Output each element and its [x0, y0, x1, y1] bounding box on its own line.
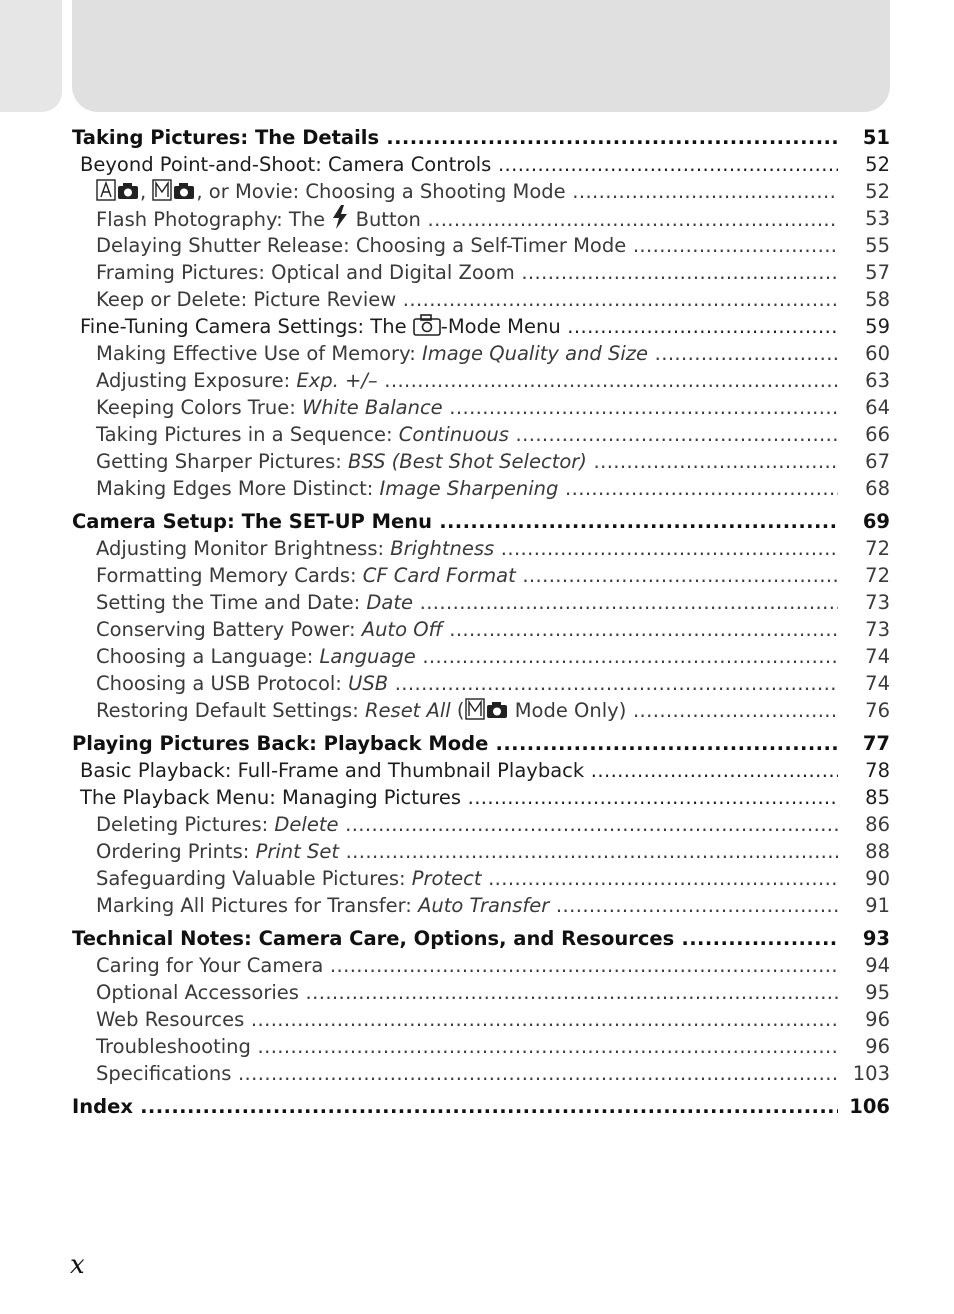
toc-page-number: 78: [865, 759, 890, 782]
toc-entry[interactable]: [72, 1006, 890, 1033]
toc-entry[interactable]: [72, 952, 890, 979]
toc-page-number: 67: [865, 450, 890, 473]
manual-mode-icon: [465, 698, 509, 727]
toc-entry-title: Ordering Prints: Print Set .....: [72, 838, 838, 865]
toc-page-number: 106: [849, 1095, 890, 1118]
toc-page-number: 52: [865, 153, 890, 176]
toc-page-number: 58: [865, 288, 890, 311]
toc-page-number: 96: [865, 1035, 890, 1058]
toc-entry-title: Restoring Default Settings: Reset All ( Mode Only) .....: [72, 697, 838, 727]
toc-page-number: 91: [865, 894, 890, 917]
table-of-contents: [72, 124, 890, 1120]
header-band: [72, 0, 890, 112]
toc-entry-title: Index .....: [72, 1093, 838, 1120]
toc-entry-title: Framing Pictures: Optical and Digital Zoom .....: [72, 259, 838, 286]
toc-entry[interactable]: [72, 838, 890, 865]
toc-entry[interactable]: [72, 205, 890, 232]
toc-entry[interactable]: [72, 286, 890, 313]
toc-entry-title: Setting the Time and Date: Date .....: [72, 589, 838, 616]
toc-entry-title: Technical Notes: Camera Care, Options, and Resources .....: [72, 925, 838, 952]
toc-page-number: 73: [865, 591, 890, 614]
toc-entry-title: Keep or Delete: Picture Review .....: [72, 286, 838, 313]
toc-entry-title: Keeping Colors True: White Balance .....: [72, 394, 838, 421]
toc-entry-title: Getting Sharper Pictures: BSS (Best Shot Selector) .....: [72, 448, 838, 475]
toc-entry[interactable]: [72, 925, 890, 952]
toc-entry[interactable]: [72, 421, 890, 448]
toc-page-number: 74: [865, 645, 890, 668]
toc-entry-title: Conserving Battery Power: Auto Off .....: [72, 616, 838, 643]
toc-entry[interactable]: [72, 730, 890, 757]
toc-entry[interactable]: [72, 448, 890, 475]
toc-entry[interactable]: [72, 340, 890, 367]
toc-entry[interactable]: [72, 1033, 890, 1060]
toc-page-number: 77: [862, 732, 890, 755]
toc-entry-title: Making Edges More Distinct: Image Sharpening .....: [72, 475, 838, 502]
toc-entry[interactable]: [72, 892, 890, 919]
toc-page-number: 63: [865, 369, 890, 392]
toc-entry[interactable]: [72, 124, 890, 151]
toc-entry[interactable]: [72, 562, 890, 589]
toc-page-number: 74: [865, 672, 890, 695]
toc-entry-title: Choosing a Language: Language .....: [72, 643, 838, 670]
toc-page-number: 103: [852, 1062, 890, 1085]
toc-page-number: 72: [865, 564, 890, 587]
toc-entry-title: Deleting Pictures: Delete .....: [72, 811, 838, 838]
toc-entry[interactable]: [72, 367, 890, 394]
toc-entry-title: The Playback Menu: Managing Pictures .....: [72, 784, 838, 811]
toc-entry-title: Fine-Tuning Camera Settings: The -Mode Menu .....: [72, 313, 838, 343]
toc-entry-title: Optional Accessories .....: [72, 979, 838, 1006]
toc-entry-title: Safeguarding Valuable Pictures: Protect .....: [72, 865, 838, 892]
toc-entry-title: Playing Pictures Back: Playback Mode .....: [72, 730, 838, 757]
toc-entry-title: Delaying Shutter Release: Choosing a Self-Timer Mode .....: [72, 232, 838, 259]
toc-page-number: 66: [865, 423, 890, 446]
toc-page-number: 85: [865, 786, 890, 809]
toc-page-number: 95: [865, 981, 890, 1004]
toc-page-number: 96: [865, 1008, 890, 1031]
toc-entry-title: , , or Movie: Choosing a Shooting Mode .....: [72, 178, 838, 208]
toc-entry[interactable]: [72, 643, 890, 670]
toc-page-number: 60: [865, 342, 890, 365]
toc-page-number: 55: [865, 234, 890, 257]
toc-entry-title: Beyond Point-and-Shoot: Camera Controls .....: [72, 151, 838, 178]
toc-page-number: 59: [865, 315, 890, 338]
toc-entry-title: Troubleshooting .....: [72, 1033, 838, 1060]
toc-entry-title: Formatting Memory Cards: CF Card Format .....: [72, 562, 838, 589]
toc-entry-title: Camera Setup: The SET-UP Menu .....: [72, 508, 838, 535]
toc-entry-title: Taking Pictures: The Details .....: [72, 124, 838, 151]
toc-entry-title: Flash Photography: The Button .....: [72, 205, 838, 236]
toc-entry[interactable]: [72, 259, 890, 286]
toc-entry-title: Basic Playback: Full-Frame and Thumbnail Playback .....: [72, 757, 838, 784]
toc-entry[interactable]: [72, 670, 890, 697]
toc-page-number: 86: [865, 813, 890, 836]
toc-entry-title: Making Effective Use of Memory: Image Quality and Size .....: [72, 340, 838, 367]
toc-entry[interactable]: [72, 865, 890, 892]
toc-page-number: 51: [862, 126, 890, 149]
toc-entry-title: Choosing a USB Protocol: USB .....: [72, 670, 838, 697]
toc-entry-title: Specifications .....: [72, 1060, 838, 1087]
manual-mode-icon: [152, 179, 196, 208]
toc-page-number: 72: [865, 537, 890, 560]
toc-page-number: 69: [862, 510, 890, 533]
toc-entry[interactable]: [72, 1093, 890, 1120]
toc-entry[interactable]: [72, 475, 890, 502]
toc-entry[interactable]: [72, 313, 890, 340]
toc-page-number: 57: [865, 261, 890, 284]
toc-entry[interactable]: [72, 508, 890, 535]
toc-entry[interactable]: [72, 151, 890, 178]
toc-entry[interactable]: [72, 589, 890, 616]
toc-entry[interactable]: [72, 178, 890, 205]
shooting-mode-icon: [413, 314, 441, 343]
toc-entry-title: Taking Pictures in a Sequence: Continuous .....: [72, 421, 838, 448]
toc-entry[interactable]: [72, 1060, 890, 1087]
toc-entry[interactable]: [72, 784, 890, 811]
toc-page-number: 90: [865, 867, 890, 890]
toc-entry-title: Adjusting Exposure: Exp. +/– .....: [72, 367, 838, 394]
toc-page-number: 68: [865, 477, 890, 500]
auto-mode-icon: [96, 179, 140, 208]
toc-entry[interactable]: [72, 394, 890, 421]
toc-entry-title: Adjusting Monitor Brightness: Brightness .....: [72, 535, 838, 562]
toc-entry-title: Marking All Pictures for Transfer: Auto Transfer .....: [72, 892, 838, 919]
toc-page-number: 88: [865, 840, 890, 863]
toc-entry[interactable]: [72, 757, 890, 784]
toc-entry-title: Caring for Your Camera .....: [72, 952, 838, 979]
toc-entry[interactable]: [72, 979, 890, 1006]
toc-entry[interactable]: [72, 811, 890, 838]
toc-page-number: 93: [862, 927, 890, 950]
toc-page-number: 52: [865, 180, 890, 203]
toc-entry[interactable]: [72, 697, 890, 724]
page-folio: x: [70, 1250, 85, 1280]
toc-page-number: 76: [865, 699, 890, 722]
toc-page-number: 53: [865, 207, 890, 230]
toc-entry-title: Web Resources .....: [72, 1006, 838, 1033]
side-tab: [0, 0, 62, 112]
toc-page-number: 94: [865, 954, 890, 977]
toc-entry[interactable]: [72, 616, 890, 643]
toc-entry[interactable]: [72, 535, 890, 562]
toc-entry[interactable]: [72, 232, 890, 259]
toc-page-number: 73: [865, 618, 890, 641]
toc-page-number: 64: [865, 396, 890, 419]
